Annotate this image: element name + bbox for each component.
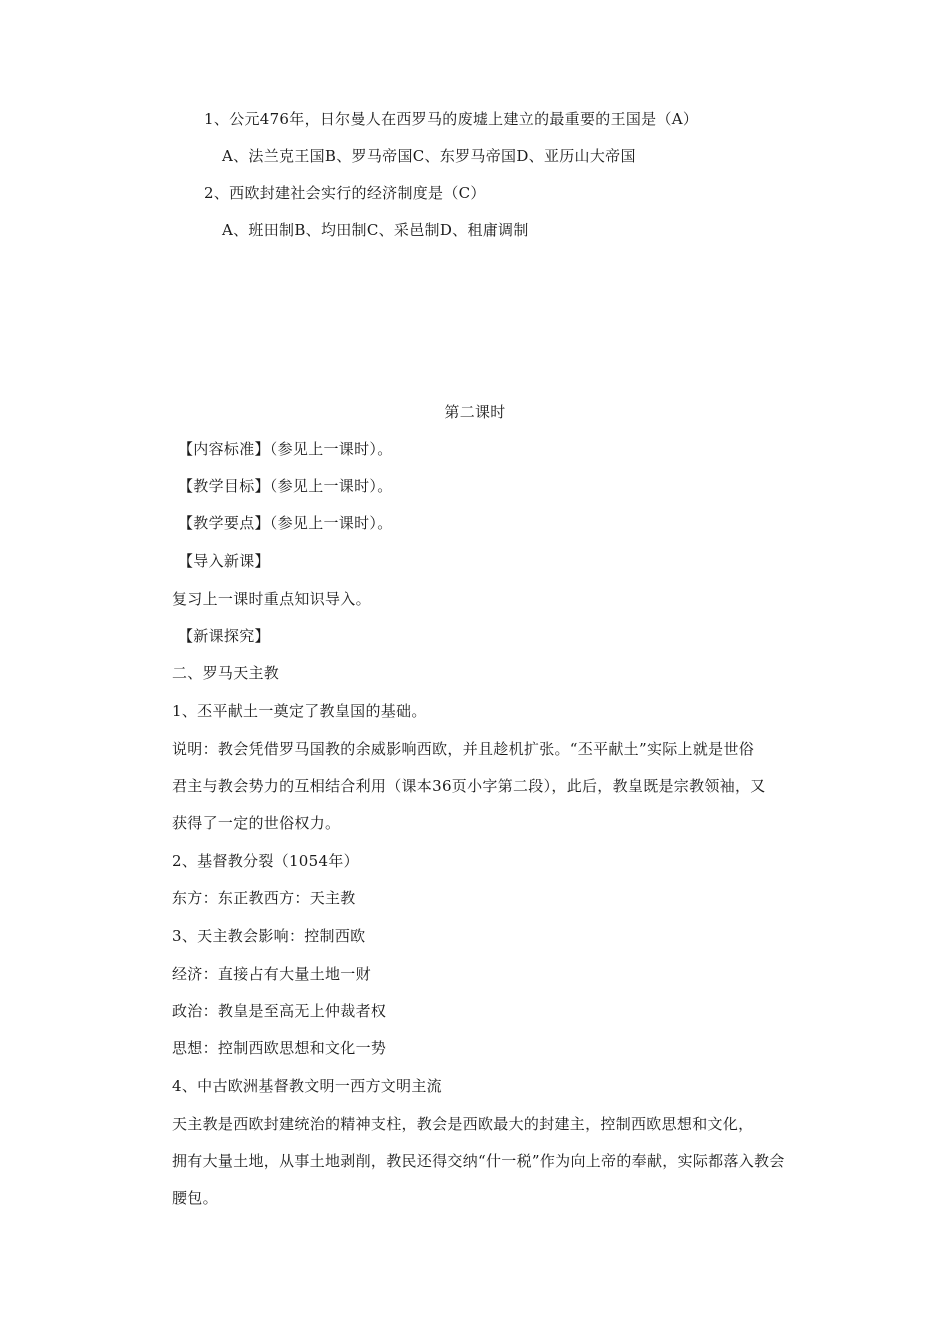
item-1-note-line-1: 说明：教会凭借罗马国教的余威影响西欧，并且趁机扩张。“丕平献土”实际上就是世俗 xyxy=(172,740,755,758)
quiz-question-2: 2、西欧封建社会实行的经济制度是（C） xyxy=(204,184,486,202)
teaching-points: 【教学要点】（参见上一课时）。 xyxy=(178,514,393,532)
item-3: 3、天主教会影响：控制西欧 xyxy=(172,927,366,945)
item-4: 4、中古欧洲基督教文明一西方文明主流 xyxy=(172,1077,442,1095)
lesson-title: 第二课时 xyxy=(444,403,506,421)
quiz-question-1-options: A、法兰克王国B、罗马帝国C、东罗马帝国D、亚历山大帝国 xyxy=(222,147,636,165)
intro-heading: 【导入新课】 xyxy=(178,552,270,570)
item-1-note-line-2: 君主与教会势力的互相结合利用（课本36页小字第二段），此后，教皇既是宗教领袖，又 xyxy=(172,777,766,795)
quiz-question-2-options: A、班田制B、均田制C、采邑制D、租庸调制 xyxy=(222,221,529,239)
section-two-heading: 二、罗马天主教 xyxy=(172,664,280,682)
item-2-detail: 东方：东正教西方：天主教 xyxy=(172,889,356,907)
item-2: 2、基督教分裂（1054年） xyxy=(172,852,359,870)
item-3-thought: 思想：控制西欧思想和文化一势 xyxy=(172,1039,387,1057)
item-1: 1、丕平献土一奠定了教皇国的基础。 xyxy=(172,702,427,720)
content-standard: 【内容标准】（参见上一课时）。 xyxy=(178,440,393,458)
item-4-paragraph-line-3: 腰包。 xyxy=(172,1189,218,1207)
item-1-note-line-3: 获得了一定的世俗权力。 xyxy=(172,814,341,832)
intro-text: 复习上一课时重点知识导入。 xyxy=(172,590,371,608)
item-3-politics: 政治：教皇是至高无上仲裁者权 xyxy=(172,1002,387,1020)
item-4-paragraph-line-1: 天主教是西欧封建统治的精神支柱，教会是西欧最大的封建主，控制西欧思想和文化， xyxy=(172,1115,754,1133)
quiz-question-1: 1、公元476年，日尔曼人在西罗马的废墟上建立的最重要的王国是（A） xyxy=(204,110,699,128)
item-4-paragraph-line-2: 拥有大量土地，从事土地剥削，教民还得交纳“什一税”作为向上帝的奉献，实际都落入教会 xyxy=(172,1152,785,1170)
teaching-goal: 【教学目标】（参见上一课时）。 xyxy=(178,477,393,495)
item-3-economy: 经济：直接占有大量土地一财 xyxy=(172,965,371,983)
explore-heading: 【新课探究】 xyxy=(178,627,270,645)
